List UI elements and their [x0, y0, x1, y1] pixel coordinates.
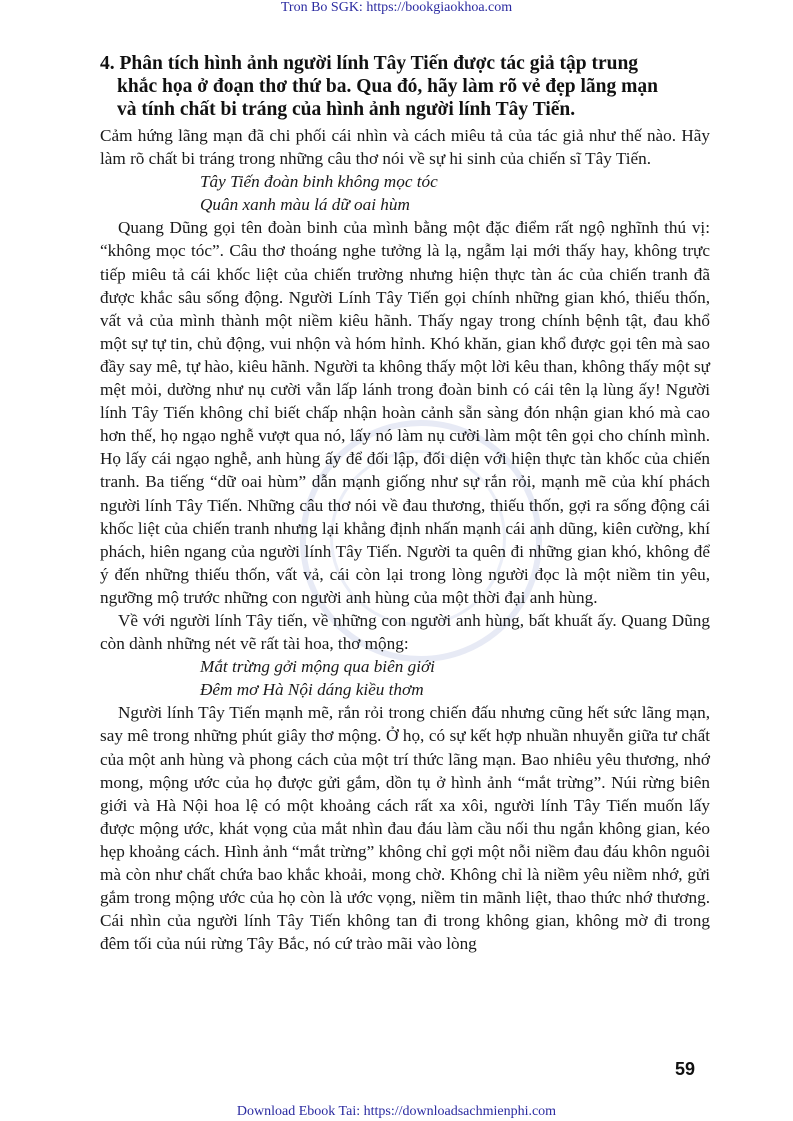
question-line-2: khắc họa ở đoạn thơ thứ ba. Qua đó, hãy làm rõ vẻ đẹp lãng mạn — [117, 76, 658, 97]
poem-2-line-2: Đêm mơ Hà Nội dáng kiều thơm — [200, 680, 424, 700]
answer-body — [100, 124, 710, 955]
question-heading — [100, 52, 740, 121]
intro-paragraph: Cảm hứng lãng mạn đã chi phối cái nhìn và cách miêu tả của tác giả như thế nào. Hãy làm rõ chất bi tráng trong những câu thơ nói về sự hi sinh của chiến sĩ Tây Tiến. — [100, 126, 710, 169]
question-line-3: và tính chất bi tráng của hình ảnh người lính Tây Tiến. — [117, 99, 576, 120]
question-line-1: 4. Phân tích hình ảnh người lính Tây Tiến được tác giả tập trung — [100, 53, 639, 74]
page-number: 59 — [675, 1059, 696, 1079]
paragraph-2: Về với người lính Tây tiến, về những con người anh hùng, bất khuất ấy. Quang Dũng còn dành những nét vẽ rất tài hoa, thơ mộng: — [100, 610, 710, 654]
poem-1-line-2: Quân xanh màu lá dữ oai hùm — [200, 195, 410, 215]
paragraph-1: Quang Dũng gọi tên đoàn binh của mình bằng một đặc điểm rất ngộ nghĩnh thú vị: “không mọc tóc”. Câu thơ thoáng nghe tưởng là lạ, ngẫm lại mới thấy hay, không trực tiếp miêu tả cái khốc liệt của chiến trường nhưng hiện thực tàn ác của chiến tranh đã được khắc sâu sống động. Người Lính Tây Tiến gọi chính những gian khó, thiếu thốn, vất vả của mình thành một niềm kiêu hãnh. Thấy ngay trong chính bệnh tật, đau khổ một sự tự tin, chủ động, vui nhộn và hóm hỉnh. Khó khăn, gian khổ được gọi tên mà sao đầy say mê, tự hào, kiêu hãnh. Người ta không thấy một lời kêu than, không thấy một sự mệt mỏi, dường như nụ cười vẫn lấp lánh trong đoàn binh có cái tên lạ lùng ấy! Người lính Tây Tiến không chỉ biết chấp nhận hoàn cảnh sẵn sàng đón nhận gian khó mà cao hơn thế, họ ngạo nghễ vượt qua nó, lấy nó làm nụ cười làm một tên gọi cho chính mình. Họ lấy cái ngạo nghễ, anh hùng ấy để đối lập, đối diện với hiện thực tàn khốc của chiến tranh. Ba tiếng “dữ oai hùm” dẫn mạnh giống như sự rắn rỏi, mạnh mẽ của khí phách người lính Tây Tiến. Những câu thơ nói về đau thương, thiếu thốn, gợi ra sống động cái khốc liệt của chiến tranh nhưng lại khẳng định nhấn mạnh cái anh dũng, kiên cường, khí phách, hiên ngang của người lính Tây Tiến. Người ta quên đi những gian khó, không để ý đến những thiếu thốn, vất vả, cái còn lại trong lòng người đọc là một niềm tin yêu, ngưỡng mộ trước những con người anh hùng của một thời đại anh hùng. — [100, 218, 710, 607]
poem-1-line-1: Tây Tiến đoàn binh không mọc tóc — [200, 172, 438, 192]
header-link[interactable]: Tron Bo SGK: https://bookgiaokhoa.com — [280, 0, 513, 15]
poem-2-line-1: Mắt trừng gởi mộng qua biên giới — [200, 657, 435, 677]
paragraph-3: Người lính Tây Tiến mạnh mẽ, rắn rỏi trong chiến đấu nhưng cũng hết sức lãng mạn, say mê trong những phút giây thơ mộng. Ở họ, có sự kết hợp nhuần nhuyễn giữa tư chất của một anh hùng và phong cách của một trí thức lãng mạn. Bao nhiêu yêu thương, nhớ mong, mộng ước của họ được gửi gắm, dồn tụ ở hình ảnh “mắt trừng”. Núi rừng biên giới và Hà Nội hoa lệ có một khoảng cách rất xa xôi, người lính Tây Tiến muốn lấy được mộng ước, khát vọng của mắt nhìn đau đáu làm cầu nối thu ngắn không gian, kéo hẹp khoảng cách. Hình ảnh “mắt trừng” không chỉ gợi một nỗi niềm đau đáu khôn nguôi mà còn như chất chứa bao khắc khoải, mong chờ. Không chỉ là niềm yêu niềm nhớ, gửi gắm trong mộng ước của họ còn là ước vọng, niềm tin mãnh liệt, thao thức nhớ thương. Cái nhìn của người lính Tây Tiến không tan đi trong không gian, không mờ đi trong đêm tối của núi rừng Tây Bắc, nó cứ trào mãi vào lòng — [100, 703, 710, 954]
footer-link[interactable]: Download Ebook Tai: https://downloadsachmienphi.com — [236, 1104, 557, 1119]
